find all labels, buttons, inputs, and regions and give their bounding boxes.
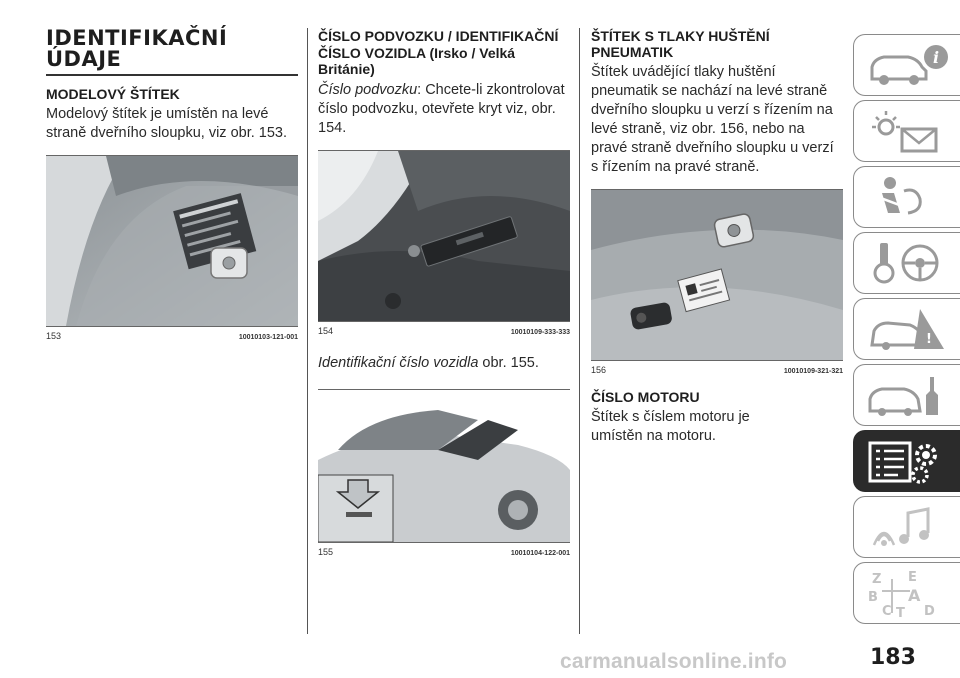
tyre-label-photo — [591, 190, 843, 360]
figure-156 — [591, 189, 843, 375]
seat-floor-photo — [318, 151, 570, 321]
section-title-model-plate: MODELOVÝ ŠTÍTEK — [46, 86, 180, 102]
vin-reference-text — [318, 354, 570, 373]
watermark: carmanualsonline.info — [560, 650, 788, 673]
figure-153-image — [46, 156, 298, 327]
section-title-tyre-pressure: ŠTÍTEK S TLAKY HUŠTĚNÍ PNEUMATIK — [591, 28, 770, 60]
figure-155-image — [318, 390, 570, 543]
section-title-chassis-number: ČÍSLO PODVOZKU / IDENTIFIKAČNÍ ČÍSLO VOZIDLA (Irsko / Velká Británie) — [318, 28, 559, 77]
section-title-engine-number: ČÍSLO MOTORU — [591, 389, 700, 405]
tab-safety[interactable] — [853, 166, 960, 228]
warning-lights-icon — [864, 107, 954, 157]
figure-number: 154 — [318, 325, 334, 336]
vin-figure-ref: obr. 155. — [478, 354, 539, 371]
chapter-title — [46, 28, 298, 70]
index-letter-b: B — [868, 590, 878, 605]
tab-warning-lights[interactable] — [853, 100, 960, 162]
tab-emergency[interactable] — [853, 298, 960, 360]
index-letter-z: Z — [872, 572, 882, 587]
door-pillar-photo — [46, 156, 298, 326]
multimedia-icon — [864, 503, 954, 553]
tab-multimedia[interactable] — [853, 496, 960, 558]
index-letter-t: T — [896, 606, 905, 619]
figure-code: 10010104-122-001 — [510, 549, 570, 557]
tyre-pressure-text: Štítek uvádějící tlaky huštění pneumatik se nachází na levé straně dveřního sloupku u verzí s řízením na levé straně, viz obr. 156, nebo na pravé straně dveřního sloupku u verzí s řízením na pravé straně. — [591, 64, 834, 175]
figure-155-caption — [318, 543, 570, 557]
page-number: 183 — [870, 645, 916, 670]
chapter-rule — [46, 74, 298, 76]
figure-154-caption — [318, 322, 570, 336]
chassis-number-term: Číslo podvozku — [318, 81, 418, 98]
figure-156-image — [591, 190, 843, 361]
tab-index[interactable] — [853, 562, 960, 624]
chassis-number-desc: : Chcete-li zkontrolovat číslo podvozku, otevřete kryt viz, obr. 154. — [318, 81, 565, 136]
index-letter-e: E — [908, 570, 917, 585]
key-steering-icon — [864, 239, 954, 289]
figure-156-caption — [591, 361, 843, 375]
tab-maintenance[interactable] — [853, 364, 960, 426]
tab-technical-data[interactable] — [853, 430, 960, 492]
figure-number: 155 — [318, 546, 334, 557]
figure-155 — [318, 389, 570, 557]
index-letter-d: D — [924, 604, 935, 619]
chassis-number-text — [318, 81, 570, 138]
tab-key-steering[interactable] — [853, 232, 960, 294]
tab-car-info[interactable] — [853, 34, 960, 96]
middle-column — [318, 28, 570, 557]
column-divider-left — [307, 28, 308, 634]
technical-data-icon — [864, 437, 954, 487]
safety-airbag-icon — [864, 173, 954, 223]
figure-code: 10010109-321-321 — [783, 368, 843, 375]
figure-154-image — [318, 151, 570, 322]
model-plate-text: Modelový štítek je umístěn na levé straně dveřního sloupku, viz obr. 153. — [46, 106, 288, 141]
left-column — [46, 28, 298, 341]
svg-text:!: ! — [926, 332, 932, 347]
chapter-title-line2: ÚDAJE — [46, 47, 122, 71]
figure-number: 153 — [46, 331, 62, 341]
car-windshield-photo — [318, 390, 570, 542]
figure-153-caption — [46, 327, 298, 341]
index-letter-c: C — [882, 604, 892, 619]
figure-number: 156 — [591, 365, 607, 375]
car-info-icon — [864, 41, 954, 91]
vin-term: Identifikační číslo vozidla — [318, 354, 479, 371]
right-column — [591, 28, 843, 446]
engine-number-text: Štítek s číslem motoru je umístěn na motoru. — [591, 409, 750, 444]
figure-153 — [46, 155, 298, 341]
car-maintenance-icon — [864, 371, 954, 421]
chapter-title-line1: IDENTIFIKAČNÍ — [46, 26, 228, 50]
index-alphabet-icon — [864, 569, 954, 619]
figure-code: 10010109-333-333 — [510, 328, 570, 336]
index-letter-a: A — [908, 586, 921, 605]
column-divider-right — [579, 28, 580, 634]
figure-code: 10010103-121-001 — [238, 334, 298, 341]
svg-text:i: i — [933, 48, 940, 67]
figure-154 — [318, 150, 570, 336]
car-accident-icon — [864, 305, 954, 355]
